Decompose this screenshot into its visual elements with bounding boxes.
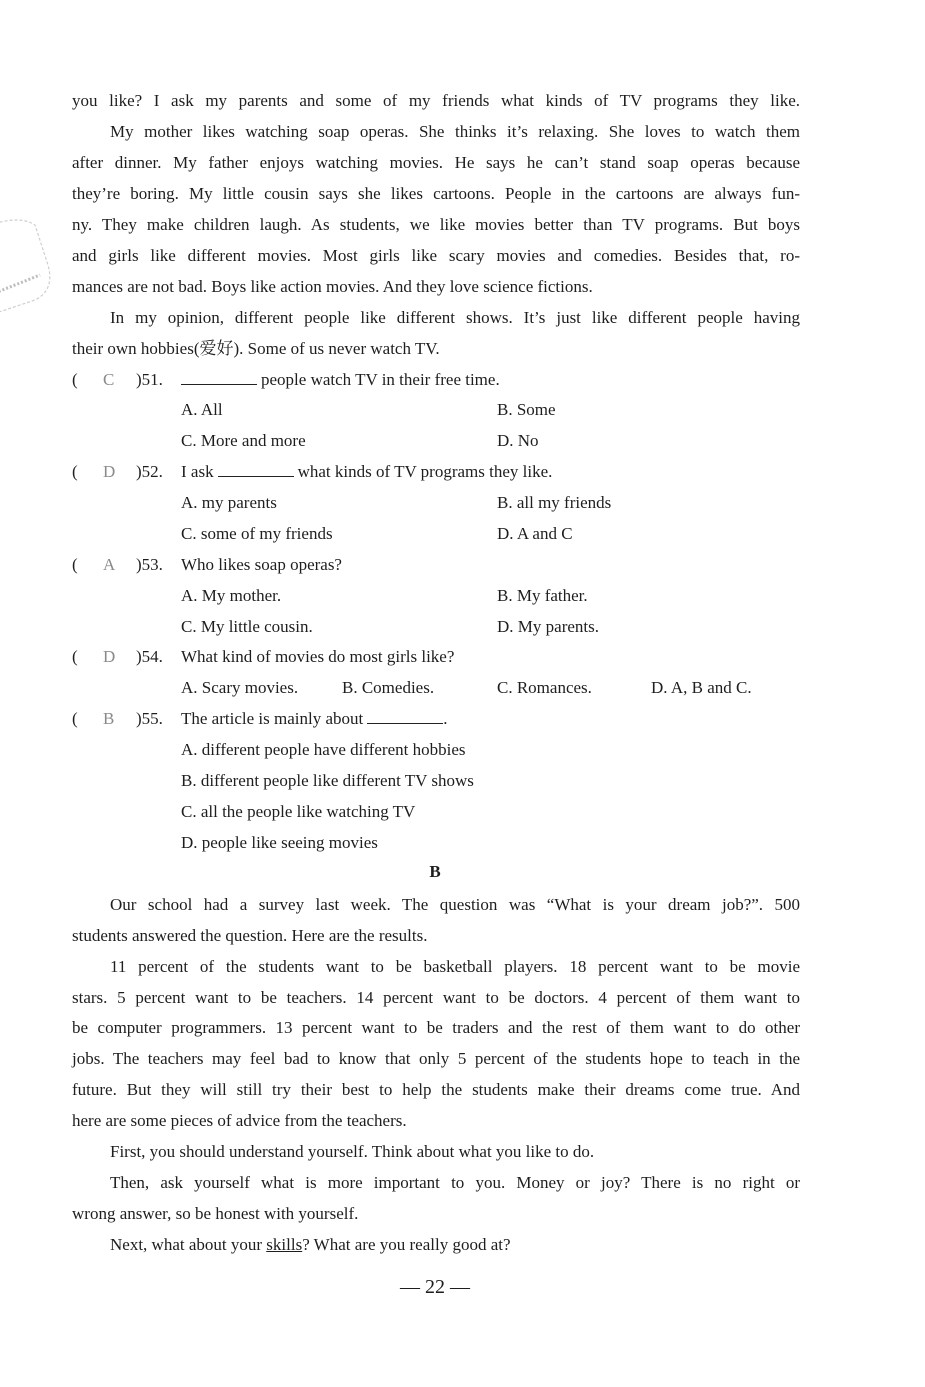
passage-b-line: Our school had a survey last week. The question was “What is your dream job?”. 500 <box>110 895 800 914</box>
question-number-52: )52. <box>136 462 163 481</box>
passage-a-line: My mother likes watching soap operas. She thinks it’s relaxing. She loves to watch them <box>110 122 800 141</box>
section-b-heading: B <box>429 862 441 881</box>
passage-a-line: mances are not bad. Boys like action movies. And they love science fictions. <box>72 277 593 296</box>
underlined-word: skills <box>266 1235 303 1254</box>
passage-b-line: Then, ask yourself what is more important to you. Money or joy? There is no right or <box>110 1173 800 1192</box>
option-b: B. all my friends <box>497 493 612 512</box>
page-number: — 22 — <box>400 1276 470 1298</box>
question-stem-52: I ask what kinds of TV programs they like. <box>181 462 553 481</box>
option-c: C. Romances. <box>497 678 592 697</box>
option-b: B. different people like different TV shows <box>181 771 474 790</box>
option-c: C. some of my friends <box>181 524 333 543</box>
answer-53: A <box>103 555 116 574</box>
passage-a-line: ny. They make children laugh. As students, we like movies better than TV programs. But boys <box>72 215 800 234</box>
option-a: A. My mother. <box>181 586 282 605</box>
passage-a-line: you like? I ask my parents and some of my friends what kinds of TV programs they like. <box>72 91 800 110</box>
paren-open: ( <box>72 370 78 389</box>
paren-open: ( <box>72 555 78 574</box>
passage-b-line: jobs. The teachers may feel bad to know that only 5 percent of the students hope to teach in the <box>72 1049 800 1068</box>
option-b: B. Some <box>497 400 556 419</box>
answer-blank[interactable] <box>218 461 294 477</box>
paren-open: ( <box>72 647 78 666</box>
paren-open: ( <box>72 462 78 481</box>
answer-52: D <box>103 462 116 481</box>
passage-b-line: 11 percent of the students want to be basketball players. 18 percent want to be movie <box>110 957 800 976</box>
option-b: B. Comedies. <box>342 678 435 697</box>
passage-b-line: future. But they will still try their best to help the students make their dreams come true. And <box>72 1080 800 1099</box>
option-a: A. my parents <box>181 493 277 512</box>
option-a: A. Scary movies. <box>181 678 299 697</box>
question-stem-54: What kind of movies do most girls like? <box>181 647 455 666</box>
paren-open: ( <box>72 709 78 728</box>
question-stem-55: The article is mainly about . <box>181 709 448 728</box>
option-c: C. My little cousin. <box>181 617 313 636</box>
option-d: D. My parents. <box>497 617 599 636</box>
question-stem-51: people watch TV in their free time. <box>181 369 500 391</box>
question-number-51: )51. <box>136 370 163 389</box>
passage-b-line: be computer programmers. 13 percent want to be traders and the rest of them want to do other <box>72 1018 800 1037</box>
answer-54: D <box>103 647 116 666</box>
passage-b-line: here are some pieces of advice from the teachers. <box>72 1111 407 1130</box>
option-d: D. people like seeing movies <box>181 833 378 852</box>
answer-51: C <box>103 370 115 389</box>
answer-blank[interactable] <box>367 708 443 724</box>
question-number-55: )55. <box>136 709 163 728</box>
passage-b-line: Next, what about your skills? What are you really good at? <box>110 1235 511 1254</box>
option-a: A. All <box>181 400 223 419</box>
question-number-53: )53. <box>136 555 163 574</box>
option-b: B. My father. <box>497 586 588 605</box>
option-c: C. all the people like watching TV <box>181 802 416 821</box>
answer-blank[interactable] <box>181 369 257 385</box>
passage-b-line: wrong answer, so be honest with yourself. <box>72 1204 359 1223</box>
option-d: D. A and C <box>497 524 573 543</box>
passage-a-line: In my opinion, different people like different shows. It’s just like different people having <box>110 308 800 327</box>
option-d: D. A, B and C. <box>651 678 752 697</box>
corner-stamp-icon <box>0 205 70 335</box>
question-stem-53: Who likes soap operas? <box>181 555 342 574</box>
passage-b-line: stars. 5 percent want to be teachers. 14 percent want to be doctors. 4 percent of them want to <box>72 988 800 1007</box>
passage-b-line: First, you should understand yourself. Think about what you like to do. <box>110 1142 595 1161</box>
passage-a-line: after dinner. My father enjoys watching movies. He says he can’t stand soap operas because <box>72 153 800 172</box>
passage-a-line: and girls like different movies. Most girls like scary movies and comedies. Besides that, ro- <box>72 246 800 265</box>
passage-a-line: they’re boring. My little cousin says she likes cartoons. People in the cartoons are always fun- <box>72 184 800 203</box>
option-d: D. No <box>497 431 539 450</box>
answer-55: B <box>103 709 115 728</box>
passage-a-line: their own hobbies(爱好). Some of us never watch TV. <box>72 339 440 358</box>
option-c: C. More and more <box>181 431 306 450</box>
passage-b-line: students answered the question. Here are the results. <box>72 926 428 945</box>
question-number-54: )54. <box>136 647 163 666</box>
option-a: A. different people have different hobbies <box>181 740 466 759</box>
